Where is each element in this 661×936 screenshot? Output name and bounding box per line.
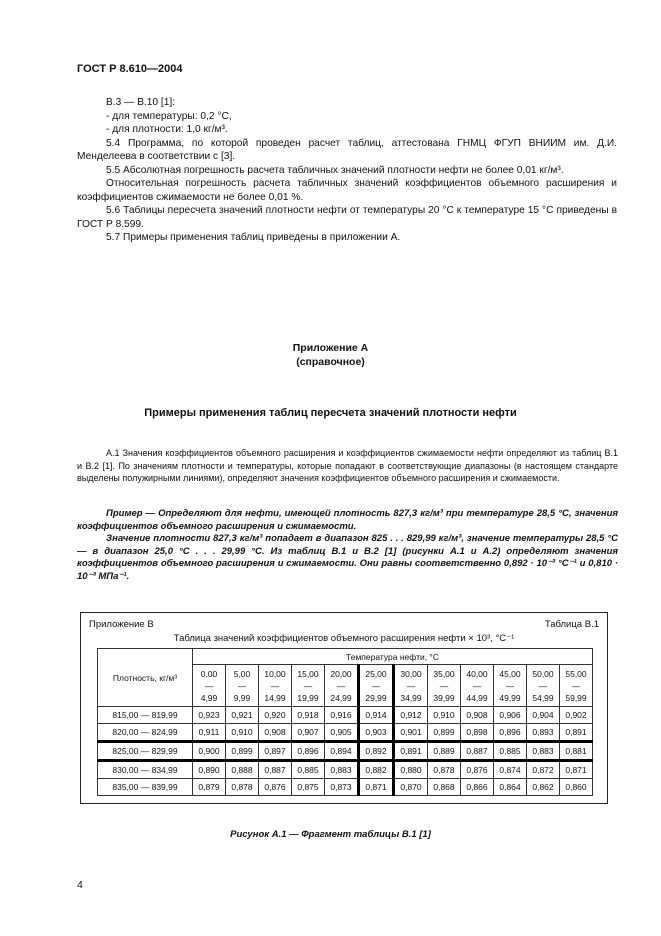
figure-left-label: Приложение В <box>89 619 154 630</box>
range-dash: — <box>303 680 313 691</box>
table-header-row <box>98 649 593 665</box>
value-cell: 0,887 <box>259 761 292 779</box>
value-cell: 0,875 <box>292 779 325 796</box>
example-paragraph: Значение плотности 827,3 кг/м³ попадает в диапазон 825 . . . 829,99 кг/м³, значение температуры 28,5 °С — в диапазон 25,0 °С . . . 29,99 °С. Из таблиц В.1 и В.2 [1] (рисунки А.1 и А.2) определяют значения коэффициентов объемного расширения и сжимаемости. Они равны соответственно 0,892 · 10⁻³ °С⁻¹ и 0,810 · 10⁻³ МПа⁻¹. <box>77 533 618 582</box>
paragraph: А.1 Значения коэффициентов объемного расширения и коэффициентов сжимаемости нефти определяют из таблиц В.1 и В.2 [1]. По значениям плотности и температуры, которые попадают в соответствующие диапазоны (в настоящем стандарте выделены полужирными линиями), определяют значения коэффициентов объемного расширения и сжимаемости. <box>77 448 618 483</box>
temperature-range-cell <box>494 665 527 707</box>
paragraph: 5.4 Программа, по которой проведен расчет таблиц, аттестована ГНМЦ ФГУП ВНИИМ им. Д.И. Менделеева в соответствии с [3]. <box>77 137 617 162</box>
paragraph: - для плотности: 1,0 кг/м³. <box>106 124 228 135</box>
figure-right-label: Таблица В.1 <box>544 619 599 630</box>
range-from: 25,00 <box>365 668 387 679</box>
value-cell: 0,880 <box>394 761 428 779</box>
appendix-kind: (справочное) <box>296 356 365 368</box>
value-cell: 0,903 <box>359 724 394 742</box>
range-dash: — <box>439 680 449 691</box>
figure-table-caption: Таблица значений коэффициентов объемного расширения нефти × 10³, °С⁻¹ <box>173 633 515 644</box>
value-cell: 0,894 <box>325 742 359 761</box>
value-cell: 0,898 <box>461 724 494 742</box>
range-from: 35,00 <box>433 668 455 679</box>
range-to: 29,99 <box>365 692 387 703</box>
range-to: 59,99 <box>565 692 587 703</box>
value-cell: 0,918 <box>292 707 325 724</box>
density-range-cell: 825,00 — 829,99 <box>98 742 193 761</box>
range-from: 30,00 <box>400 668 422 679</box>
temperature-range-cell <box>359 665 394 707</box>
value-cell: 0,887 <box>461 742 494 761</box>
density-range-cell: 815,00 — 819,99 <box>98 707 193 724</box>
value-cell: 0,910 <box>428 707 461 724</box>
range-dash: — <box>538 680 548 691</box>
example-paragraph: Пример — Определяют для нефти, имеющей плотность 827,3 кг/м³ при температуре 28,5 °С, значения коэффициентов объемного расширения и сжимаемости. <box>77 508 618 532</box>
range-to: 9,99 <box>233 692 251 703</box>
value-cell: 0,881 <box>560 742 593 761</box>
figure-caption: Рисунок А.1 — Фрагмент таблицы В.1 [1] <box>230 829 431 840</box>
temperature-range-cell <box>325 665 359 707</box>
range-dash: — <box>270 680 280 691</box>
paragraph: 5.5 Абсолютная погрешность расчета табличных значений плотности нефти не более 0,01 кг/м³. <box>106 164 564 176</box>
value-cell: 0,879 <box>193 779 226 796</box>
value-cell: 0,896 <box>494 724 527 742</box>
value-cell: 0,883 <box>527 742 560 761</box>
table-row <box>98 779 593 796</box>
value-cell: 0,888 <box>226 761 259 779</box>
range-from: 5,00 <box>233 668 251 679</box>
paragraph: - для температуры: 0,2 °С, <box>106 110 232 122</box>
value-cell: 0,896 <box>292 742 325 761</box>
value-cell: 0,912 <box>394 707 428 724</box>
value-cell: 0,900 <box>193 742 226 761</box>
appendix-heading: Примеры применения таблиц пересчета значений плотности нефти <box>144 407 517 419</box>
range-from: 10,00 <box>264 668 286 679</box>
value-cell: 0,893 <box>527 724 560 742</box>
document-header: ГОСТ Р 8.610—2004 <box>77 63 183 75</box>
temperature-range-cell <box>428 665 461 707</box>
value-cell: 0,897 <box>259 742 292 761</box>
value-cell: 0,891 <box>560 724 593 742</box>
range-dash: — <box>505 680 515 691</box>
value-cell: 0,872 <box>527 761 560 779</box>
range-to: 44,99 <box>466 692 488 703</box>
density-range-cell: 830,00 — 834,99 <box>98 761 193 779</box>
value-cell: 0,889 <box>428 742 461 761</box>
temperature-range-cell <box>560 665 593 707</box>
table-row <box>98 724 593 742</box>
figure-a1 <box>80 612 608 804</box>
temperature-range-cell <box>394 665 428 707</box>
value-cell: 0,871 <box>359 779 394 796</box>
value-cell: 0,892 <box>359 742 394 761</box>
value-cell: 0,864 <box>494 779 527 796</box>
value-cell: 0,876 <box>259 779 292 796</box>
density-header: Плотность, кг/м³ <box>98 649 193 707</box>
temperature-header: Температура нефти, °С <box>193 649 593 665</box>
value-cell: 0,878 <box>226 779 259 796</box>
temperature-range-cell <box>193 665 226 707</box>
range-to: 24,99 <box>330 692 352 703</box>
density-range-cell: 820,00 — 824,99 <box>98 724 193 742</box>
range-to: 4,99 <box>200 692 218 703</box>
range-from: 0,00 <box>200 668 218 679</box>
temperature-range-cell <box>226 665 259 707</box>
value-cell: 0,902 <box>560 707 593 724</box>
value-cell: 0,874 <box>494 761 527 779</box>
temperature-range-cell <box>292 665 325 707</box>
value-cell: 0,923 <box>193 707 226 724</box>
value-cell: 0,860 <box>560 779 593 796</box>
value-cell: 0,910 <box>226 724 259 742</box>
value-cell: 0,901 <box>394 724 428 742</box>
range-dash: — <box>406 680 416 691</box>
value-cell: 0,905 <box>325 724 359 742</box>
range-to: 19,99 <box>297 692 319 703</box>
example-text <box>77 508 618 583</box>
value-cell: 0,866 <box>461 779 494 796</box>
range-from: 15,00 <box>297 668 319 679</box>
value-cell: 0,906 <box>494 707 527 724</box>
value-cell: 0,868 <box>428 779 461 796</box>
range-to: 49,99 <box>499 692 521 703</box>
value-cell: 0,885 <box>494 742 527 761</box>
value-cell: 0,911 <box>193 724 226 742</box>
value-cell: 0,885 <box>292 761 325 779</box>
range-dash: — <box>472 680 482 691</box>
table-row <box>98 742 593 761</box>
value-cell: 0,873 <box>325 779 359 796</box>
range-from: 45,00 <box>499 668 521 679</box>
value-cell: 0,908 <box>461 707 494 724</box>
density-range-cell: 835,00 — 839,99 <box>98 779 193 796</box>
value-cell: 0,904 <box>527 707 560 724</box>
value-cell: 0,921 <box>226 707 259 724</box>
range-dash: — <box>571 680 581 691</box>
coefficients-table <box>97 648 593 796</box>
range-to: 39,99 <box>433 692 455 703</box>
range-dash: — <box>371 680 381 691</box>
value-cell: 0,890 <box>193 761 226 779</box>
value-cell: 0,899 <box>226 742 259 761</box>
range-to: 54,99 <box>532 692 554 703</box>
range-from: 40,00 <box>466 668 488 679</box>
value-cell: 0,876 <box>461 761 494 779</box>
paragraph: 5.6 Таблицы пересчета значений плотности нефти от температуры 20 °С к температуре 15 °С приведены в ГОСТ Р 8.599. <box>77 205 617 230</box>
range-dash: — <box>204 680 214 691</box>
value-cell: 0,870 <box>394 779 428 796</box>
page-number: 4 <box>77 879 83 891</box>
table-row <box>98 761 593 779</box>
value-cell: 0,878 <box>428 761 461 779</box>
table-row <box>98 707 593 724</box>
paragraph: В.3 — В.10 [1]: <box>106 97 176 108</box>
temperature-range-cell <box>527 665 560 707</box>
appendix-title: Приложение А <box>292 342 369 354</box>
appendix-title-block <box>0 341 661 369</box>
value-cell: 0,908 <box>259 724 292 742</box>
value-cell: 0,907 <box>292 724 325 742</box>
value-cell: 0,920 <box>259 707 292 724</box>
range-from: 50,00 <box>532 668 554 679</box>
a1-text <box>77 447 618 485</box>
range-to: 34,99 <box>400 692 422 703</box>
paragraph: 5.7 Примеры применения таблиц приведены в приложении А. <box>106 232 401 243</box>
value-cell: 0,862 <box>527 779 560 796</box>
range-dash: — <box>237 680 247 691</box>
value-cell: 0,891 <box>394 742 428 761</box>
value-cell: 0,883 <box>325 761 359 779</box>
value-cell: 0,916 <box>325 707 359 724</box>
value-cell: 0,914 <box>359 707 394 724</box>
range-dash: — <box>336 680 346 691</box>
value-cell: 0,871 <box>560 761 593 779</box>
paragraph: Относительная погрешность расчета табличных значений коэффициентов объемного расширения и коэффициентов сжимаемости не более 0,01 %. <box>77 178 617 203</box>
temperature-range-cell <box>259 665 292 707</box>
section-5-text <box>77 96 617 245</box>
range-from: 55,00 <box>565 668 587 679</box>
range-to: 14,99 <box>264 692 286 703</box>
range-from: 20,00 <box>330 668 352 679</box>
value-cell: 0,882 <box>359 761 394 779</box>
value-cell: 0,899 <box>428 724 461 742</box>
temperature-range-cell <box>461 665 494 707</box>
